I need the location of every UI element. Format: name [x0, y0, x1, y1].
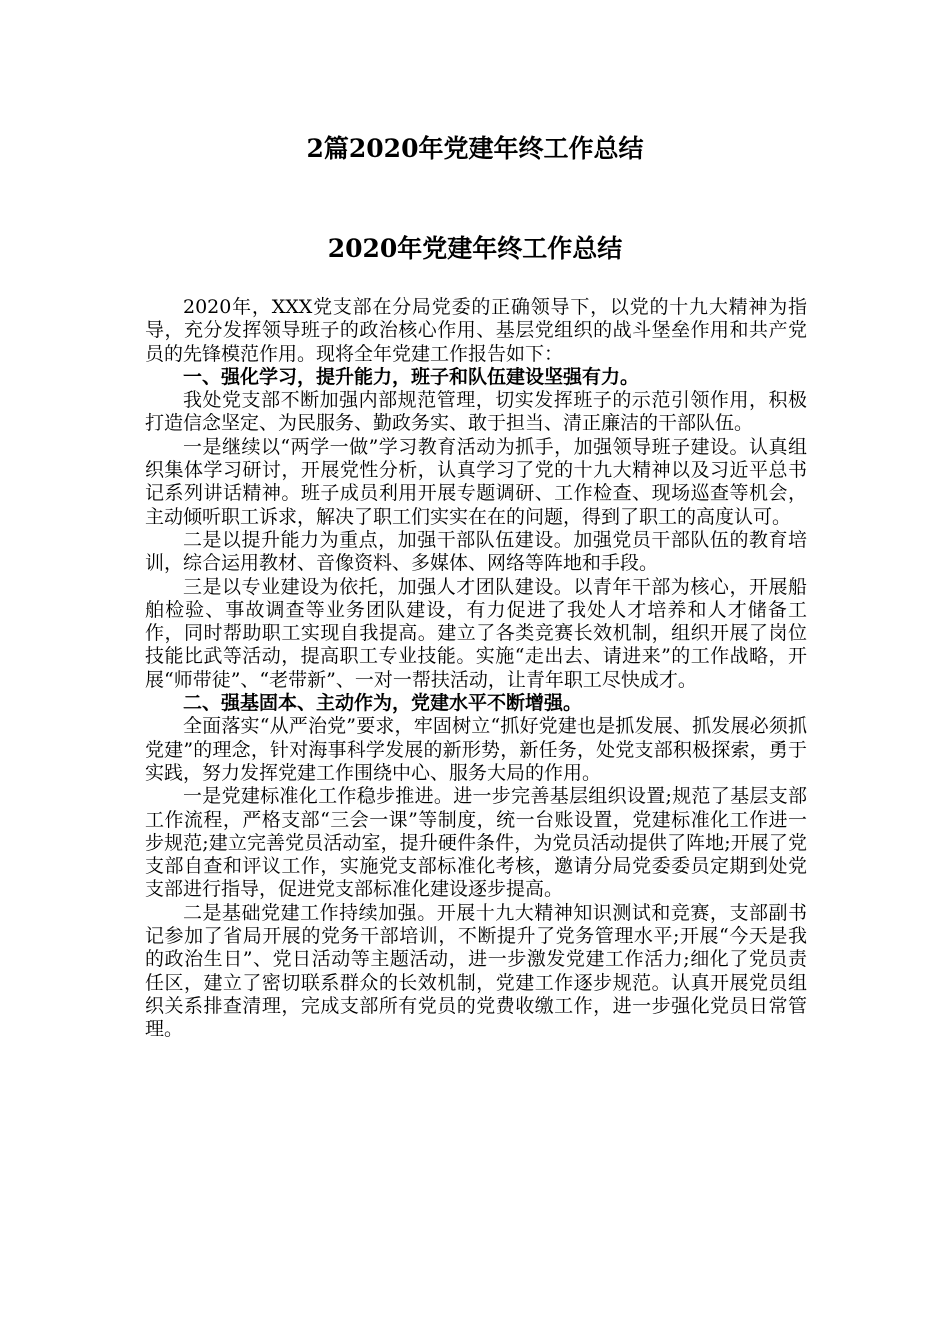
- document-body: [145, 296, 807, 1042]
- body-paragraph: 二是以提升能力为重点，加强干部队伍建设。加强党员干部队伍的教育培训，综合运用教材、音像资料、多媒体、网络等阵地和手段。: [145, 528, 807, 575]
- section-heading: 一、强化学习，提升能力，班子和队伍建设坚强有力。: [183, 365, 640, 388]
- document-title: 2篇2020年党建年终工作总结: [306, 134, 644, 163]
- body-paragraph: 我处党支部不断加强内部规范管理，切实发挥班子的示范引领作用，积极打造信念坚定、为民服务、勤政务实、敢于担当、清正廉洁的干部队伍。: [145, 389, 807, 435]
- section-heading: 二、强基固本、主动作为，党建水平不断增强。: [183, 692, 583, 715]
- body-paragraph: 一是党建标准化工作稳步推进。进一步完善基层组织设置;规范了基层支部工作流程，严格支部“三会一课”等制度，统一台账设置，党建标准化工作进一步规范;建立完善党员活动室，提升硬件条件，为党员活动提供了阵地;开展了党支部自查和评议工作，实施党支部标准化考核，邀请分局党委委员定期到处党支部进行指导，促进党支部标准化建设逐步提高。: [145, 785, 807, 901]
- intro-paragraph: 2020年，XXX党支部在分局党委的正确领导下，以党的十九大精神为指导，充分发挥领导班子的政治核心作用、基层党组织的战斗堡垒作用和共产党员的先锋模范作用。现将全年党建工作报告如下：: [145, 296, 807, 365]
- body-paragraph: 二是基础党建工作持续加强。开展十九大精神知识测试和竞赛，支部副书记参加了省局开展的党务干部培训，不断提升了党务管理水平;开展“今天是我的政治生日”、党日活动等主题活动，进一步激发党建工作活力;细化了党员责任区，建立了密切联系群众的长效机制，党建工作逐步规范。认真开展党员组织关系排查清理，完成支部所有党员的党费收缴工作，进一步强化党员日常管理。: [145, 901, 807, 1041]
- document-subtitle: 2020年党建年终工作总结: [327, 234, 623, 263]
- body-paragraph: 全面落实“从严治党”要求，牢固树立“抓好党建也是抓发展、抓发展必须抓党建”的理念，针对海事科学发展的新形势，新任务，处党支部积极探索，勇于实践，努力发挥党建工作围绕中心、服务大局的作用。: [145, 715, 807, 784]
- body-paragraph: 一是继续以“两学一做”学习教育活动为抓手，加强领导班子建设。认真组织集体学习研讨，开展党性分析，认真学习了党的十九大精神以及习近平总书记系列讲话精神。班子成员利用开展专题调研、工作检查、现场巡查等机会，主动倾听职工诉求，解决了职工们实实在在的问题，得到了职工的高度认可。: [145, 435, 807, 528]
- body-paragraph: 三是以专业建设为依托，加强人才团队建设。以青年干部为核心，开展船舶检验、事故调查等业务团队建设，有力促进了我处人才培养和人才储备工作，同时帮助职工实现自我提高。建立了各类竞赛长效机制，组织开展了岗位技能比武等活动，提高职工专业技能。实施“走出去、请进来”的工作战略，开展“师带徒”、“老带新”、一对一帮扶活动，让青年职工尽快成才。: [145, 575, 807, 691]
